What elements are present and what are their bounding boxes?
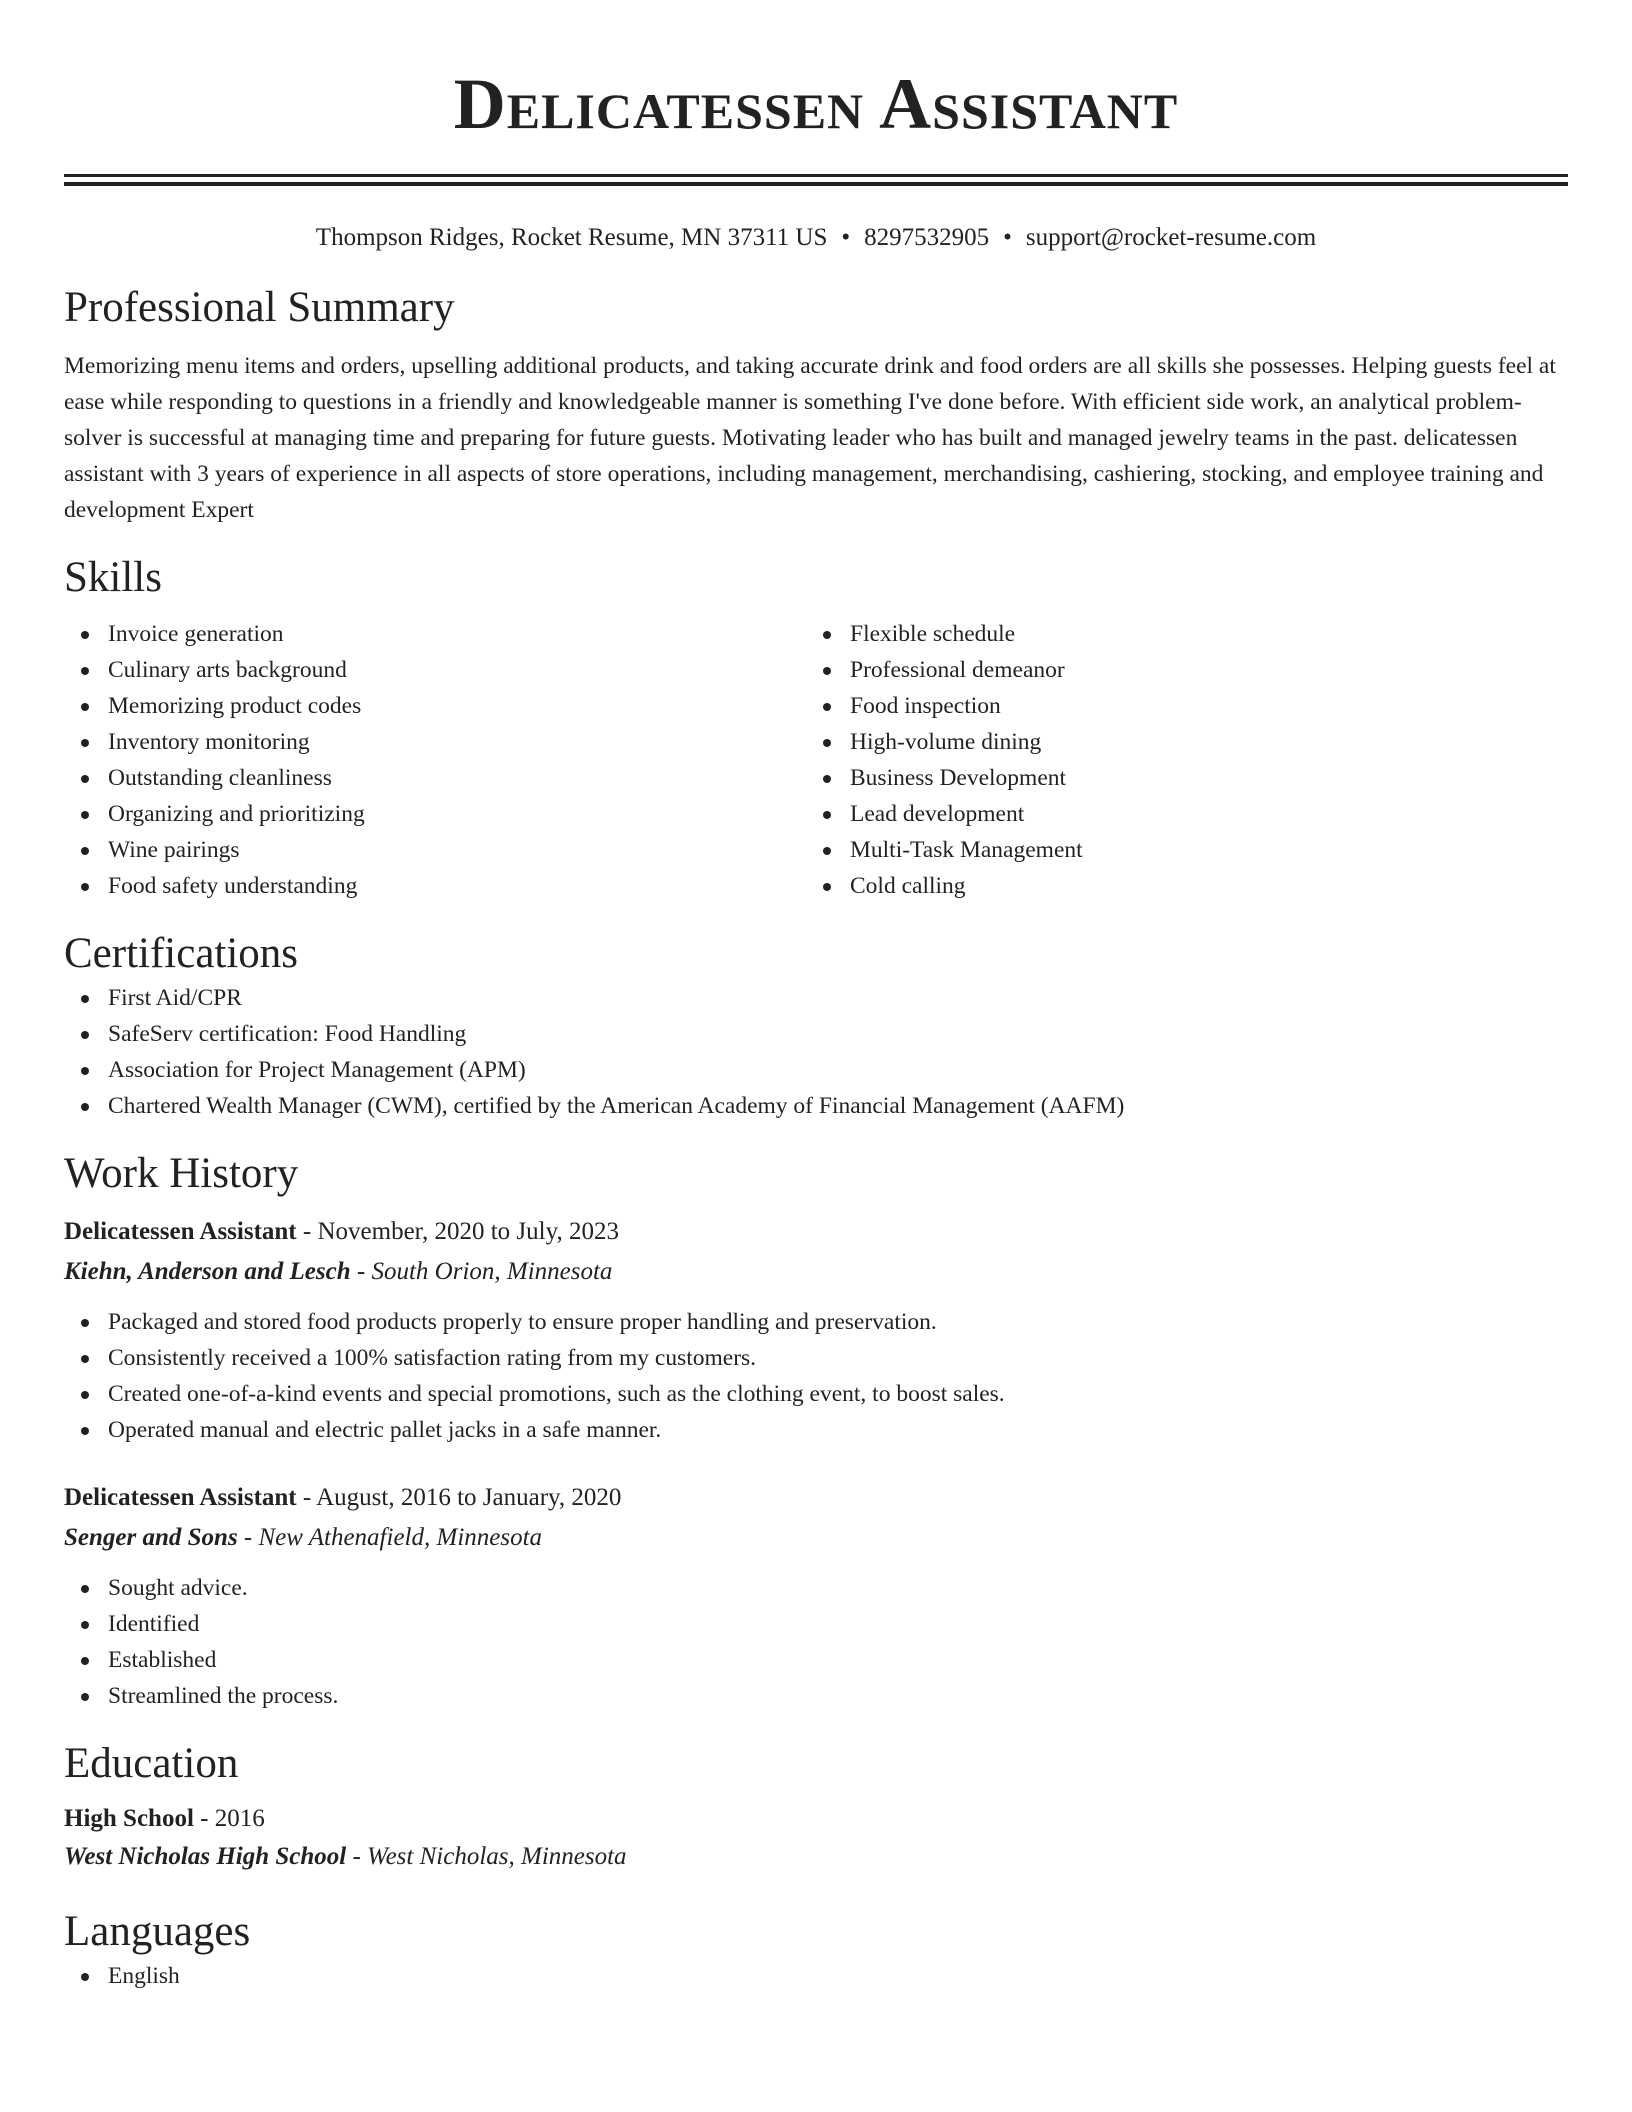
title-rule-bottom <box>64 182 1568 186</box>
school-name: West Nicholas High School <box>64 1843 347 1870</box>
skills-column-left <box>64 616 806 904</box>
job-bullets <box>64 1304 1568 1448</box>
job-bullet: Identified <box>64 1606 1568 1642</box>
education-entry <box>64 1800 1568 1876</box>
job-dates: November, 2020 to July, 2023 <box>317 1218 619 1245</box>
skill-item: Business Development <box>806 760 1548 796</box>
title-rule-top <box>64 174 1568 177</box>
job-bullet: Consistently received a 100% satisfaction rating from my customers. <box>64 1340 1568 1376</box>
skills-heading: Skills <box>64 554 162 601</box>
languages-list <box>64 1958 1568 1994</box>
skill-item: Food inspection <box>806 688 1548 724</box>
company-line <box>64 1518 1568 1558</box>
company-location: New Athenafield, Minnesota <box>258 1524 543 1551</box>
languages-heading: Languages <box>64 1908 251 1955</box>
job-entry <box>64 1212 1568 1448</box>
certification-item: SafeServ certification: Food Handling <box>64 1016 1568 1052</box>
joiner: - <box>350 1258 372 1285</box>
contact-email: support@rocket-resume.com <box>1025 224 1317 251</box>
contact-line <box>64 222 1568 254</box>
summary-text: Memorizing menu items and orders, upselling additional products, and taking accurate drink and food orders are all skills she possesses. Helping guests feel at ease while responding to questions in a friendly and knowledgeable manner is something I've done before. With efficient side work, an analytical problem-solver is successful at managing time and preparing for future guests. Motivating leader who has built and managed jewelry teams in the past. delicatessen assistant with 3 years of experience in all aspects of store operations, including management, merchandising, cashiering, stocking, and employee training and development Expert <box>64 353 1556 523</box>
job-bullet: Sought advice. <box>64 1570 1568 1606</box>
skill-item: Invoice generation <box>64 616 806 652</box>
skill-item: Outstanding cleanliness <box>64 760 806 796</box>
skill-item: High-volume dining <box>806 724 1548 760</box>
certification-item: Chartered Wealth Manager (CWM), certified by the American Academy of Financial Management (AAFM) <box>64 1088 1568 1124</box>
joiner: - <box>237 1524 259 1551</box>
company-name: Senger and Sons <box>64 1524 238 1551</box>
joiner: - <box>296 1484 317 1511</box>
joiner: - <box>346 1843 368 1870</box>
job-title: Delicatessen Assistant <box>64 1484 297 1511</box>
skill-item: Memorizing product codes <box>64 688 806 724</box>
contact-address: Thompson Ridges, Rocket Resume, MN 37311 US <box>315 224 828 251</box>
degree: High School <box>64 1805 194 1832</box>
resume-page <box>64 0 1568 1994</box>
resume-title: Delicatessen Assistant <box>453 64 1179 144</box>
company-location: South Orion, Minnesota <box>371 1258 613 1285</box>
certifications-list <box>64 980 1568 1124</box>
job-bullet: Operated manual and electric pallet jacks in a safe manner. <box>64 1412 1568 1448</box>
language-item: English <box>64 1958 1568 1994</box>
job-title-line <box>64 1478 1568 1518</box>
job-dates: August, 2016 to January, 2020 <box>316 1484 622 1511</box>
school-line <box>64 1838 1568 1876</box>
contact-separator: • <box>841 224 851 251</box>
job-bullet: Created one-of-a-kind events and special promotions, such as the clothing event, to boost sales. <box>64 1376 1568 1412</box>
contact-phone: 8297532905 <box>864 224 990 251</box>
skill-item: Cold calling <box>806 868 1548 904</box>
contact-separator: • <box>1003 224 1012 251</box>
degree-line <box>64 1800 1568 1838</box>
joiner: - <box>193 1805 215 1832</box>
certification-item: Association for Project Management (APM) <box>64 1052 1568 1088</box>
summary-heading: Professional Summary <box>64 284 455 331</box>
education-year: 2016 <box>214 1805 265 1832</box>
skill-item: Professional demeanor <box>806 652 1548 688</box>
job-bullet: Packaged and stored food products properly to ensure proper handling and preservation. <box>64 1304 1568 1340</box>
company-name: Kiehn, Anderson and Lesch <box>64 1258 351 1285</box>
job-bullet: Established <box>64 1642 1568 1678</box>
job-bullet: Streamlined the process. <box>64 1678 1568 1714</box>
joiner: - <box>296 1218 318 1245</box>
job-entry <box>64 1478 1568 1714</box>
skills-column-right <box>806 616 1548 904</box>
skill-item: Multi-Task Management <box>806 832 1548 868</box>
certification-item: First Aid/CPR <box>64 980 1568 1016</box>
job-bullets <box>64 1570 1568 1714</box>
skill-item: Flexible schedule <box>806 616 1548 652</box>
skill-item: Culinary arts background <box>64 652 806 688</box>
certifications-heading: Certifications <box>64 930 299 977</box>
skill-item: Food safety understanding <box>64 868 806 904</box>
skill-item: Inventory monitoring <box>64 724 806 760</box>
skill-item: Organizing and prioritizing <box>64 796 806 832</box>
work-history-heading: Work History <box>64 1150 299 1197</box>
skill-item: Lead development <box>806 796 1548 832</box>
skill-item: Wine pairings <box>64 832 806 868</box>
skills-grid <box>64 616 1568 904</box>
school-location: West Nicholas, Minnesota <box>367 1843 627 1870</box>
company-line <box>64 1252 1568 1292</box>
education-heading: Education <box>64 1740 239 1787</box>
job-title: Delicatessen Assistant <box>64 1218 297 1245</box>
job-title-line <box>64 1212 1568 1252</box>
